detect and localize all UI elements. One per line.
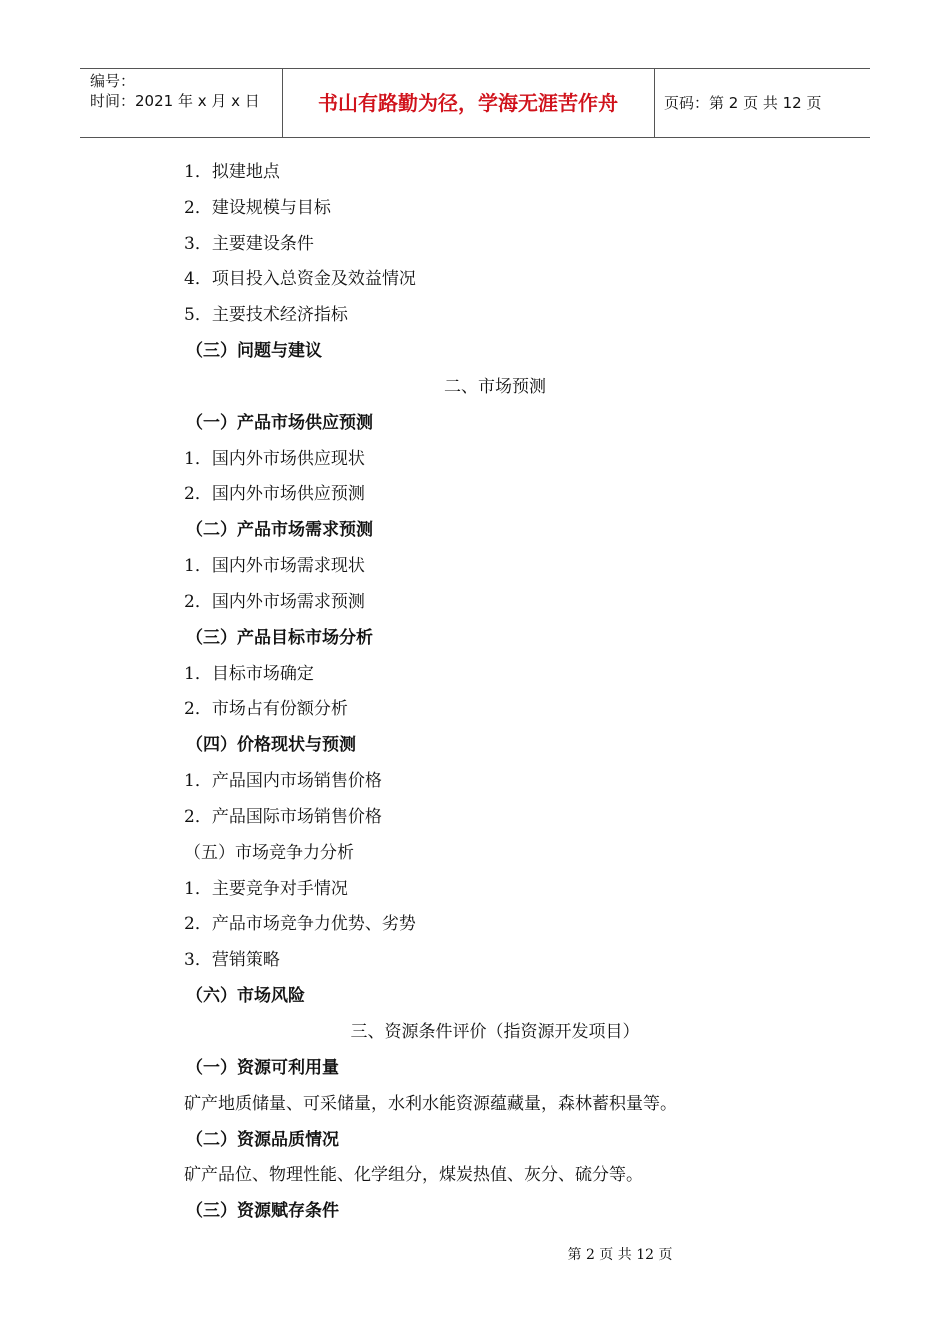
subsection-heading: （三）资源赋存条件 xyxy=(186,1201,339,1221)
paragraph: 矿产地质储量、可采储量，水利水能资源蕴藏量，森林蓄积量等。 xyxy=(184,1094,677,1114)
page-info: 页码：第 2 页 共 12 页 xyxy=(664,94,822,112)
list-item: 1．国内外市场供应现状 xyxy=(184,449,365,469)
subsection-heading: （五）市场竞争力分析 xyxy=(184,843,354,863)
list-item: 2．产品市场竞争力优势、劣势 xyxy=(184,914,416,934)
list-item: 4．项目投入总资金及效益情况 xyxy=(184,269,416,289)
paragraph: 矿产品位、物理性能、化学组分，煤炭热值、灰分、硫分等。 xyxy=(184,1165,643,1185)
header-meta xyxy=(90,71,260,111)
subsection-heading: （六）市场风险 xyxy=(186,986,305,1006)
list-item: 2．国内外市场需求预测 xyxy=(184,592,365,612)
subsection-heading: （四）价格现状与预测 xyxy=(186,735,356,755)
list-item: 2．建设规模与目标 xyxy=(184,198,331,218)
subsection-heading: （二）资源品质情况 xyxy=(186,1130,339,1150)
list-item: 2．国内外市场供应预测 xyxy=(184,484,365,504)
list-item: 3．主要建设条件 xyxy=(184,234,314,254)
subsection-heading: （一）产品市场供应预测 xyxy=(186,413,373,433)
time-label: 时间：2021 年 x 月 x 日 xyxy=(90,92,260,110)
list-item: 1．主要竞争对手情况 xyxy=(184,879,348,899)
list-item: 5．主要技术经济指标 xyxy=(184,305,348,325)
list-item: 1．拟建地点 xyxy=(184,162,280,182)
list-item: 1．国内外市场需求现状 xyxy=(184,556,365,576)
subsection-heading: （二）产品市场需求预测 xyxy=(186,520,373,540)
subsection-heading: （一）资源可利用量 xyxy=(186,1058,339,1078)
list-item: 1．目标市场确定 xyxy=(184,664,314,684)
section-heading: 二、市场预测 xyxy=(444,377,546,397)
page-header xyxy=(80,68,870,138)
header-divider xyxy=(654,69,655,137)
number-label: 编号： xyxy=(90,72,136,90)
list-item: 3．营销策略 xyxy=(184,950,280,970)
list-item: 2．市场占有份额分析 xyxy=(184,699,348,719)
list-item: 2．产品国际市场销售价格 xyxy=(184,807,382,827)
list-item: 1．产品国内市场销售价格 xyxy=(184,771,382,791)
subsection-heading: （三）产品目标市场分析 xyxy=(186,628,373,648)
page-footer: 第 2 页 共 12 页 xyxy=(567,1247,673,1263)
subsection-heading: （三）问题与建议 xyxy=(186,341,322,361)
motto: 书山有路勤为径，学海无涯苦作舟 xyxy=(318,91,618,115)
section-heading: 三、资源条件评价（指资源开发项目） xyxy=(350,1022,640,1042)
